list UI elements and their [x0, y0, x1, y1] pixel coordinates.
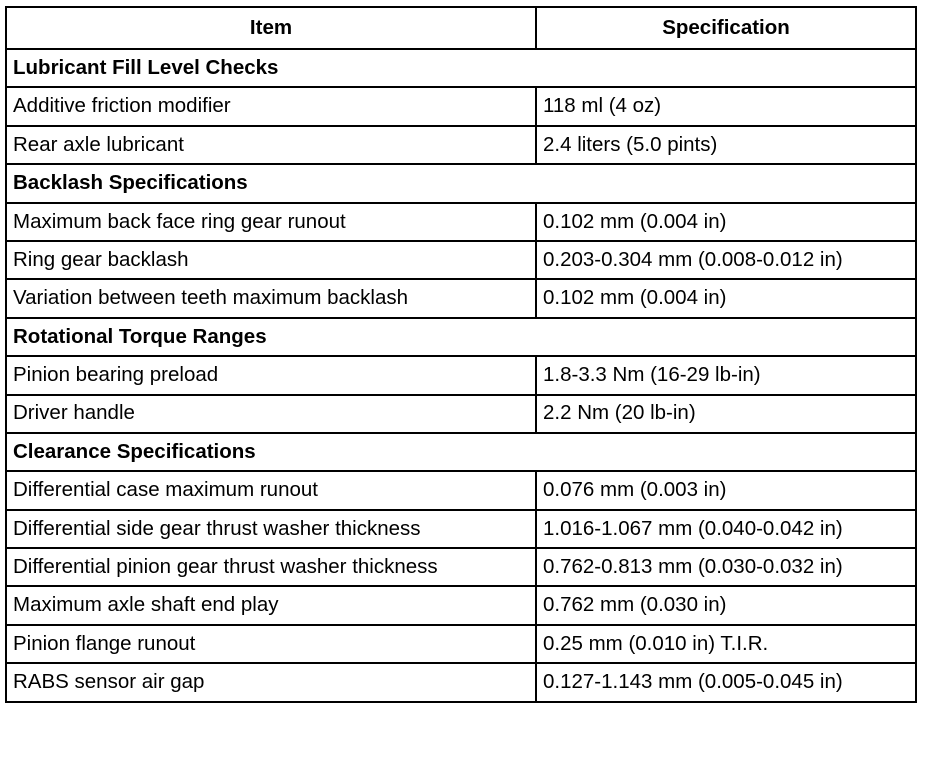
item-cell: Pinion flange runout	[6, 625, 536, 663]
table-row	[6, 279, 916, 317]
specification-cell: 118 ml (4 oz)	[536, 87, 916, 125]
section-heading: Rotational Torque Ranges	[6, 318, 916, 356]
section-heading: Clearance Specifications	[6, 433, 916, 471]
specification-cell: 0.127-1.143 mm (0.005-0.045 in)	[536, 663, 916, 701]
table-row	[6, 510, 916, 548]
table-row	[6, 471, 916, 509]
item-cell: Pinion bearing preload	[6, 356, 536, 394]
table-body	[6, 49, 916, 702]
section-heading: Backlash Specifications	[6, 164, 916, 202]
specification-cell: 0.762-0.813 mm (0.030-0.032 in)	[536, 548, 916, 586]
specification-cell: 0.102 mm (0.004 in)	[536, 203, 916, 241]
specification-cell: 1.8-3.3 Nm (16-29 lb-in)	[536, 356, 916, 394]
item-cell: Differential case maximum runout	[6, 471, 536, 509]
item-cell: Maximum axle shaft end play	[6, 586, 536, 624]
item-cell: RABS sensor air gap	[6, 663, 536, 701]
table-row	[6, 395, 916, 433]
item-cell: Differential side gear thrust washer thickness	[6, 510, 536, 548]
specification-cell: 0.076 mm (0.003 in)	[536, 471, 916, 509]
specification-cell: 0.102 mm (0.004 in)	[536, 279, 916, 317]
item-cell: Driver handle	[6, 395, 536, 433]
table-row	[6, 203, 916, 241]
table-row	[6, 663, 916, 701]
table-row	[6, 548, 916, 586]
table-row	[6, 625, 916, 663]
table-row	[6, 126, 916, 164]
table-row	[6, 356, 916, 394]
item-cell: Maximum back face ring gear runout	[6, 203, 536, 241]
section-row	[6, 164, 916, 202]
specification-cell: 0.25 mm (0.010 in) T.I.R.	[536, 625, 916, 663]
specification-column-header: Specification	[536, 7, 916, 49]
item-cell: Ring gear backlash	[6, 241, 536, 279]
item-cell: Rear axle lubricant	[6, 126, 536, 164]
specification-cell: 1.016-1.067 mm (0.040-0.042 in)	[536, 510, 916, 548]
table-row	[6, 87, 916, 125]
section-row	[6, 318, 916, 356]
specification-cell: 0.762 mm (0.030 in)	[536, 586, 916, 624]
specification-table	[5, 6, 917, 703]
specification-cell: 0.203-0.304 mm (0.008-0.012 in)	[536, 241, 916, 279]
header-row	[6, 7, 916, 49]
item-cell: Differential pinion gear thrust washer thickness	[6, 548, 536, 586]
item-column-header: Item	[6, 7, 536, 49]
item-cell: Variation between teeth maximum backlash	[6, 279, 536, 317]
specification-cell: 2.2 Nm (20 lb-in)	[536, 395, 916, 433]
table-row	[6, 241, 916, 279]
specification-cell: 2.4 liters (5.0 pints)	[536, 126, 916, 164]
item-cell: Additive friction modifier	[6, 87, 536, 125]
table-row	[6, 586, 916, 624]
section-row	[6, 433, 916, 471]
section-heading: Lubricant Fill Level Checks	[6, 49, 916, 87]
section-row	[6, 49, 916, 87]
